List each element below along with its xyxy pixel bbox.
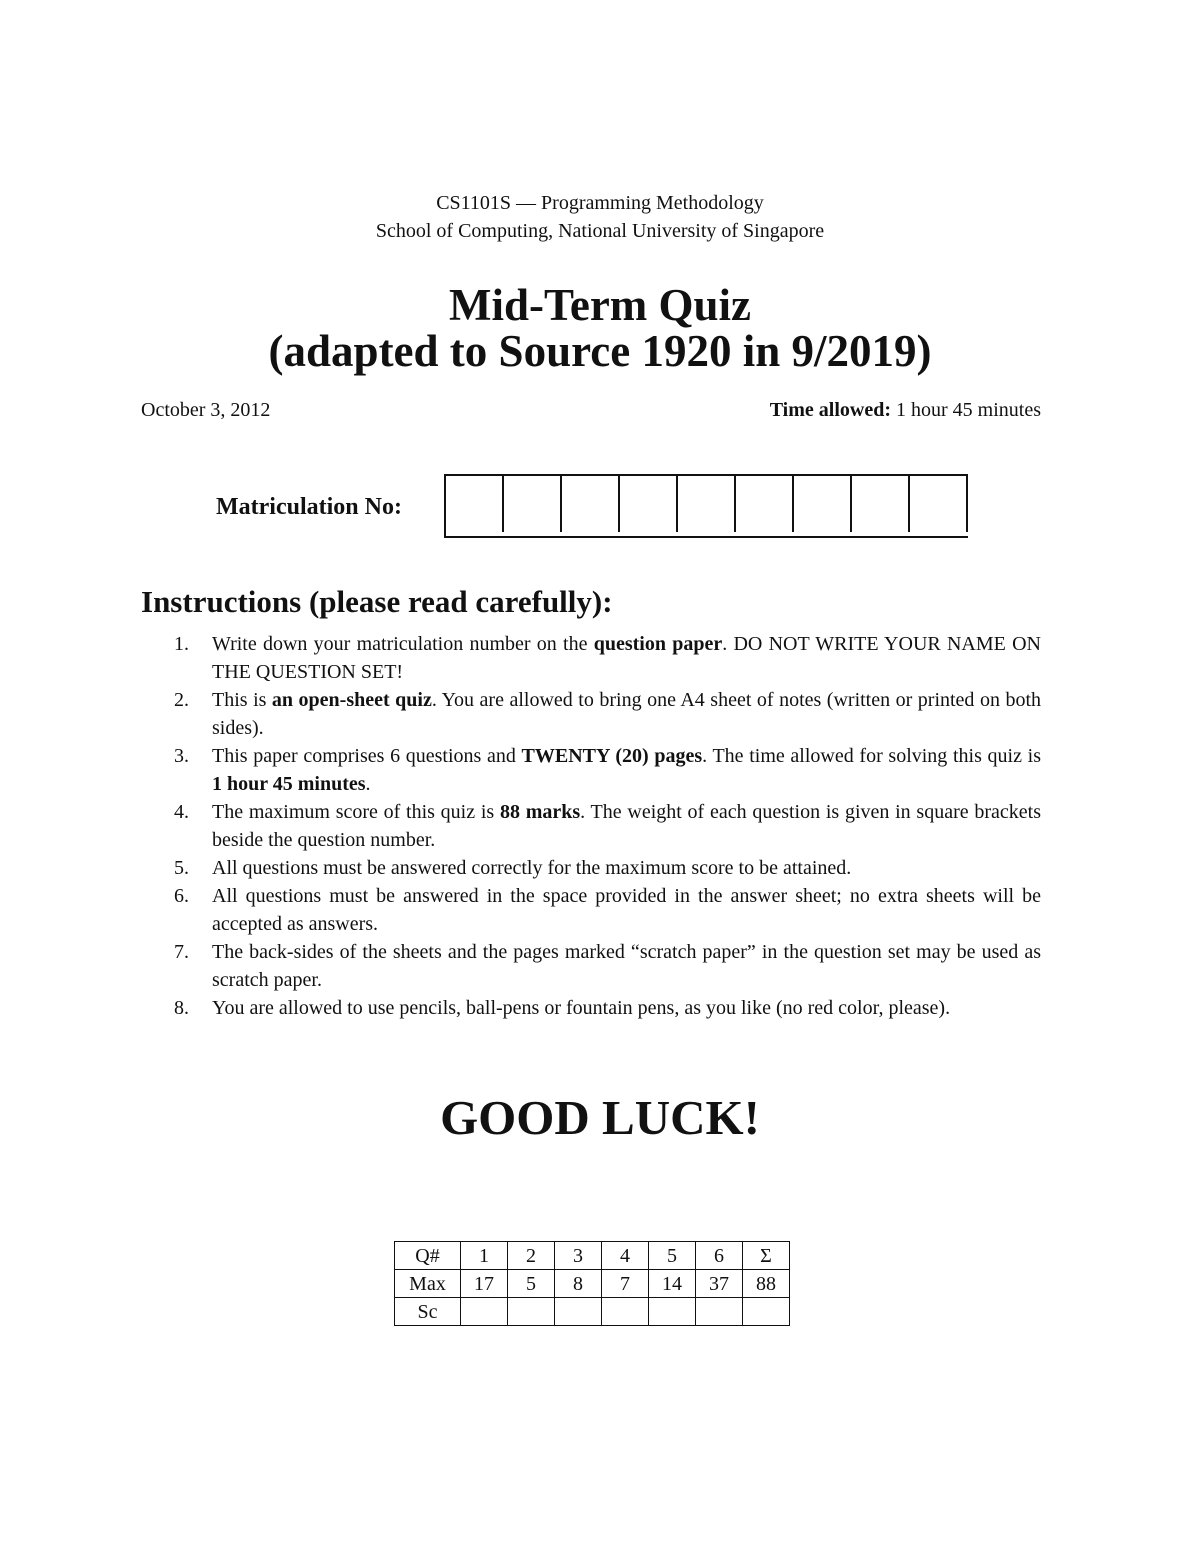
matriculation-digit-box[interactable] [736, 476, 794, 532]
matriculation-digit-box[interactable] [620, 476, 678, 532]
instruction-text-run: . [365, 773, 371, 795]
instruction-number: 8. [174, 997, 189, 1019]
instructions-list [141, 630, 1041, 1022]
instruction-number: 2. [174, 689, 189, 711]
instruction-item [141, 994, 1041, 1022]
instruction-text-run: The back-sides of the sheets and the pages marked “scratch paper” in the question set may be used as scratch paper. [212, 941, 1041, 991]
time-allowed [770, 396, 1041, 424]
instruction-text-run: . DO NOT WRITE YOUR NAME ON THE QUESTION SET! [212, 633, 1042, 683]
instruction-text [212, 857, 851, 879]
score-table-cell[interactable] [696, 1298, 743, 1326]
instruction-bold-text: 1 hour 45 minutes [212, 773, 366, 795]
score-table-row-header: Max [395, 1270, 461, 1298]
instruction-text-run: All questions must be answered in the space provided in the answer sheet; no extra sheets will be accepted as answers. [212, 885, 1041, 935]
instruction-text [212, 885, 1041, 935]
instruction-bold-text: 88 marks [499, 801, 581, 823]
instruction-text-run: Write down your matriculation number on the [212, 633, 594, 655]
course-title: CS1101S — Programming Methodology [436, 192, 764, 214]
instruction-item [141, 742, 1041, 798]
score-table-cell: 17 [461, 1270, 508, 1298]
score-table [394, 1241, 790, 1326]
score-table-cell: 5 [508, 1270, 555, 1298]
matriculation-digit-box[interactable] [562, 476, 620, 532]
instruction-text-run: This is [212, 689, 272, 711]
instruction-text [212, 941, 1041, 991]
score-table-cell: Σ [743, 1242, 790, 1270]
matriculation-digit-box[interactable] [504, 476, 562, 532]
score-table-cell: 4 [602, 1242, 649, 1270]
score-table-cell: 6 [696, 1242, 743, 1270]
instruction-number: 5. [174, 857, 189, 879]
score-table-cell: 2 [508, 1242, 555, 1270]
instruction-item [141, 630, 1041, 686]
instruction-text-run: . The weight of each question is given in square brackets beside the question number. [212, 801, 1042, 851]
score-table-cell: 37 [696, 1270, 743, 1298]
instruction-text-run: This paper comprises 6 questions and [212, 745, 522, 767]
score-table-cell[interactable] [602, 1298, 649, 1326]
matriculation-digit-box[interactable] [678, 476, 736, 532]
instruction-bold-text: TWENTY (20) pages [521, 745, 703, 767]
matriculation-boxes [444, 474, 968, 538]
instruction-item [141, 686, 1041, 742]
instruction-number: 7. [174, 941, 189, 963]
score-table-row-header: Sc [395, 1298, 461, 1326]
instruction-text-run: The maximum score of this quiz is [212, 801, 500, 823]
quiz-title: Mid-Term Quiz [448, 280, 752, 330]
score-table-cell: 5 [649, 1242, 696, 1270]
quiz-subtitle: (adapted to Source 1920 in 9/2019) [268, 326, 932, 376]
instruction-text [212, 997, 950, 1019]
time-allowed-value: 1 hour 45 minutes [896, 399, 1041, 421]
instruction-text-run: . You are allowed to bring one A4 sheet of notes (written or printed on both sides). [212, 689, 1042, 739]
instructions-heading: Instructions (please read carefully): [141, 584, 613, 619]
score-table-cell: 1 [461, 1242, 508, 1270]
instruction-item [141, 854, 1041, 882]
good-luck-text: GOOD LUCK! [440, 1090, 760, 1145]
instruction-number: 4. [174, 801, 189, 823]
matriculation-digit-box[interactable] [910, 476, 968, 532]
score-table-cell[interactable] [555, 1298, 602, 1326]
instruction-number: 3. [174, 745, 189, 767]
score-table-cell[interactable] [508, 1298, 555, 1326]
score-table-cell: 7 [602, 1270, 649, 1298]
instruction-text-run: All questions must be answered correctly for the maximum score to be attained. [212, 857, 852, 879]
instruction-text-run: . The time allowed for solving this quiz is [702, 745, 1041, 767]
instruction-item [141, 882, 1041, 938]
instruction-number: 1. [174, 633, 189, 655]
score-table-cell[interactable] [461, 1298, 508, 1326]
quiz-date: October 3, 2012 [141, 399, 271, 421]
instruction-text [212, 745, 1041, 795]
matriculation-digit-box[interactable] [446, 476, 504, 532]
score-table-row-header: Q# [395, 1242, 461, 1270]
score-table-max-row [395, 1270, 790, 1298]
school-name: School of Computing, National University of Singapore [375, 220, 825, 242]
score-table-cell: 14 [649, 1270, 696, 1298]
instruction-bold-text: question paper [593, 633, 723, 655]
time-allowed-label: Time allowed: [769, 399, 891, 421]
score-table-question-row [395, 1242, 790, 1270]
matriculation-digit-box[interactable] [852, 476, 910, 532]
instruction-number: 6. [174, 885, 189, 907]
instruction-text [212, 801, 1041, 851]
matriculation-digit-box[interactable] [794, 476, 852, 532]
score-table-cell: 3 [555, 1242, 602, 1270]
instruction-text [212, 633, 1041, 683]
matriculation-label: Matriculation No: [216, 494, 402, 520]
score-table-cell[interactable] [649, 1298, 696, 1326]
score-table-cell: 88 [743, 1270, 790, 1298]
score-table-cell: 8 [555, 1270, 602, 1298]
instruction-item [141, 938, 1041, 994]
instruction-bold-text: an open-sheet quiz [271, 689, 432, 711]
instruction-text [212, 689, 1041, 739]
instruction-text-run: You are allowed to use pencils, ball-pens or fountain pens, as you like (no red color, please). [212, 997, 951, 1019]
score-table-score-row [395, 1298, 790, 1326]
instruction-item [141, 798, 1041, 854]
score-table-cell[interactable] [743, 1298, 790, 1326]
